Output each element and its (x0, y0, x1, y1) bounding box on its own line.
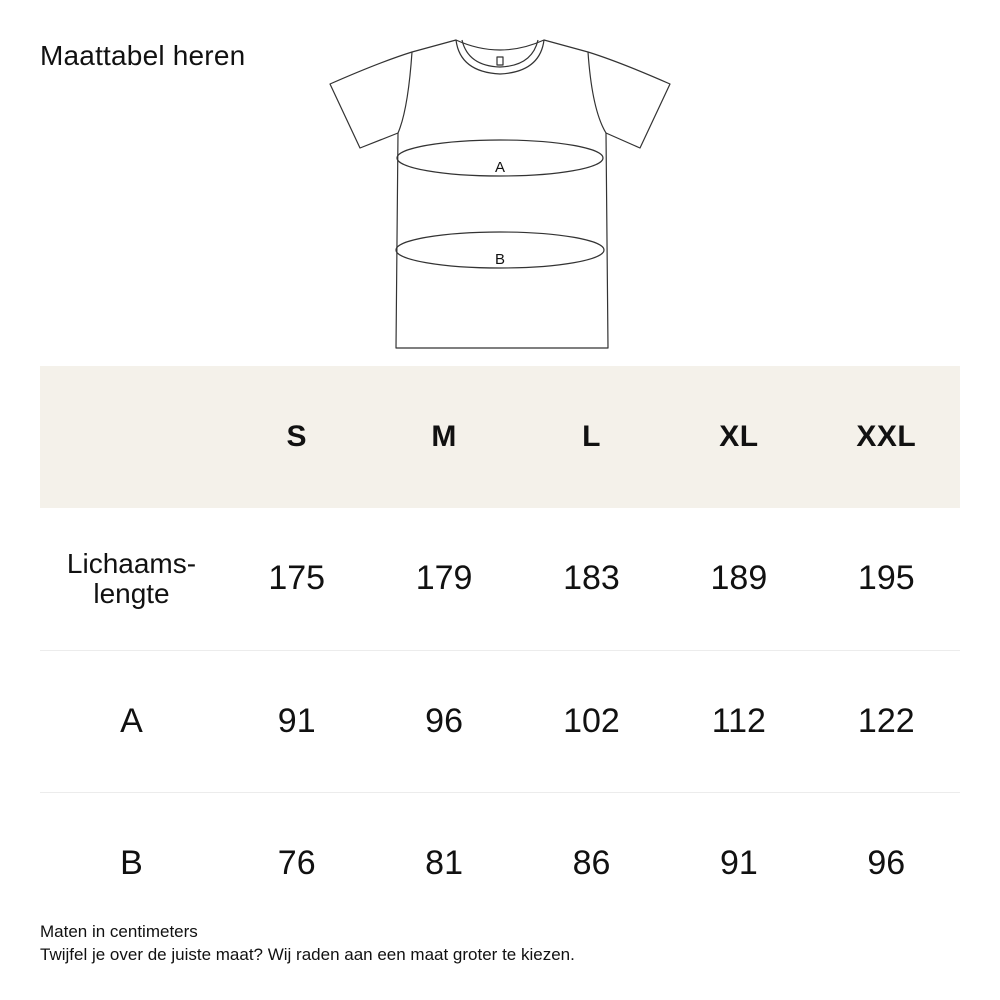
row-label-a: A (120, 701, 143, 740)
header-row (40, 366, 960, 508)
header-cell-empty (40, 366, 223, 508)
row-label-body-length (40, 508, 223, 650)
label-b: B (494, 251, 506, 268)
table-cell: 76 (277, 843, 316, 882)
table-cell: 81 (425, 843, 463, 882)
table-cell: 102 (563, 701, 620, 740)
table-cell: 112 (711, 701, 766, 740)
size-table (40, 366, 960, 934)
page-title: Maattabel heren (40, 40, 246, 71)
table-row (40, 792, 960, 934)
units-note: Maten in centimeters (40, 922, 198, 941)
tshirt-outline (330, 40, 670, 348)
row-label-b: B (120, 843, 143, 882)
header-cell-l: L (582, 420, 601, 453)
row-label-line: lengte (93, 577, 170, 609)
table-cell: 183 (563, 559, 620, 598)
header-cell-xxl: XXL (856, 420, 917, 453)
tshirt-illustration (325, 30, 675, 355)
table-cell: 86 (572, 843, 611, 882)
header-cell-m: M (431, 420, 457, 453)
table-cell: 96 (425, 701, 463, 740)
header-cell-s: S (286, 420, 307, 453)
table-cell: 195 (857, 559, 915, 598)
header-cell-xl: XL (719, 420, 759, 453)
table-cell: 175 (268, 559, 326, 598)
footnotes (40, 920, 575, 966)
table-cell: 91 (277, 701, 316, 740)
table-cell: 122 (857, 701, 915, 740)
table-cell: 189 (710, 559, 768, 598)
label-a: A (494, 159, 506, 176)
size-advice-note: Twijfel je over de juiste maat? Wij raden aan een maat groter te kiezen. (40, 945, 575, 964)
table-row (40, 650, 960, 792)
table-cell: 96 (867, 843, 906, 882)
row-label-line: Lichaams- (66, 547, 197, 579)
table-row (40, 508, 960, 650)
table-cell: 91 (719, 843, 758, 882)
table-cell: 179 (415, 559, 473, 598)
